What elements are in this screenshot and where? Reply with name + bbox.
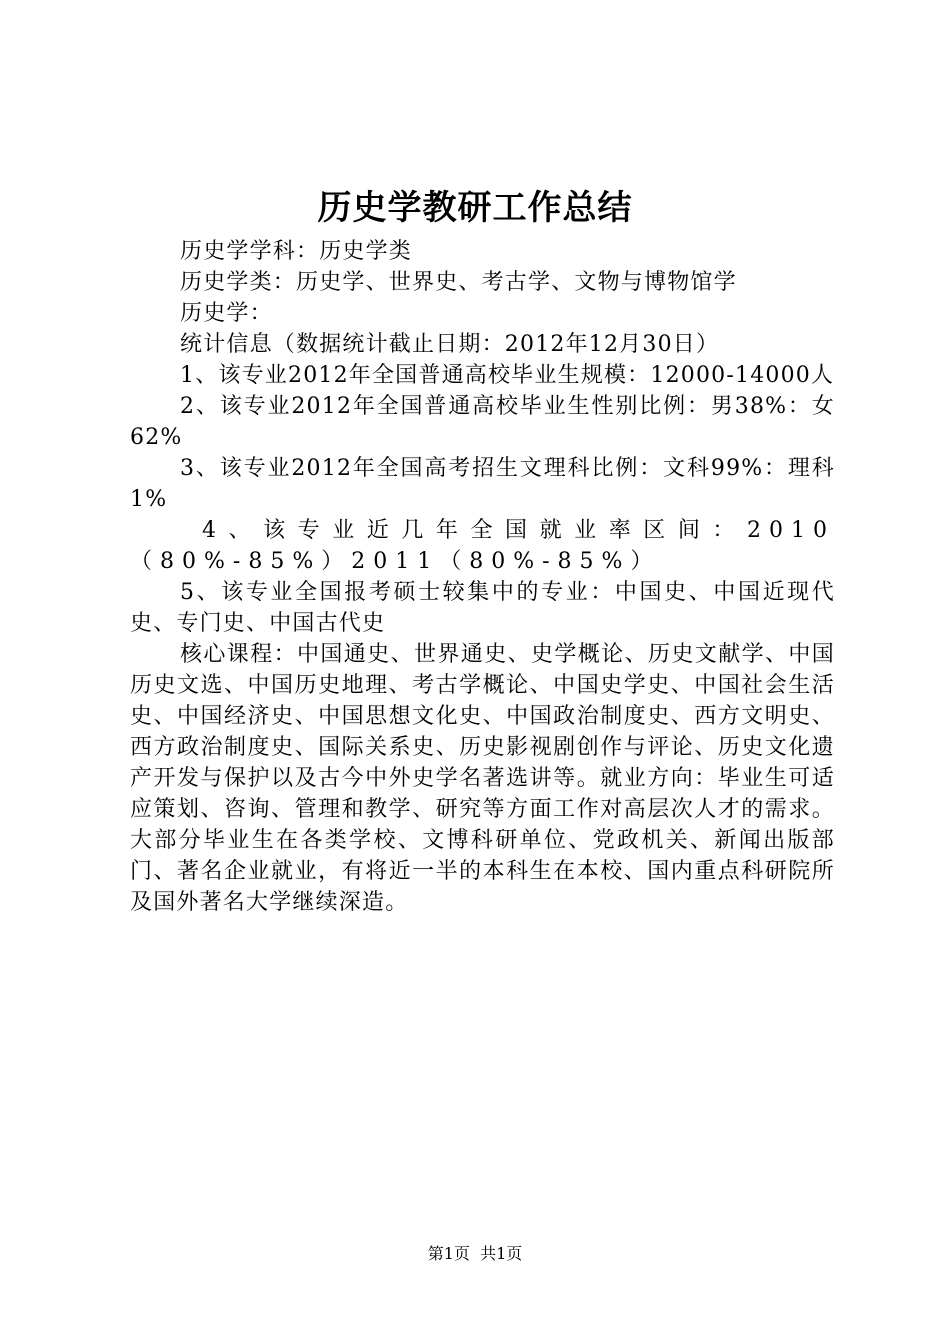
document-body [130,236,835,918]
paragraph-core-courses: 核心课程：中国通史、世界通史、史学概论、历史文献学、中国历史文选、中国历史地理、考古学概论、中国史学史、中国社会生活史、中国经济史、中国思想文化史、中国政治制度史、西方文明史、西方政治制度史、国际关系史、历史影视剧创作与评论、历史文化遗产开发与保护以及古今中外史学名著选讲等。就业方向：毕业生可适应策划、咨询、管理和教学、研究等方面工作对高层次人才的需求。大部分毕业生在各类学校、文博科研单位、党政机关、新闻出版部门、著名企业就业，有将近一半的本科生在本校、国内重点科研院所及国外著名大学继续深造。 [130,642,835,915]
paragraph-arts-science-ratio: 3、该专业2012年全国高考招生文理科比例：文科99%：理科1% [130,456,835,512]
paragraph-category: 历史学类：历史学、世界史、考古学、文物与博物馆学 [180,270,737,295]
paragraph-subject: 历史学学科：历史学类 [180,239,413,264]
paragraph-graduate-scale: 1、该专业2012年全国普通高校毕业生规模：12000-14000人 [180,363,835,388]
paragraph-gender-ratio: 2、该专业2012年全国普通高校毕业生性别比例：男38%：女62% [130,394,835,450]
page-footer: 第1页 共1页 [427,1244,523,1263]
paragraph-stats-heading: 统计信息（数据统计截止日期：2012年12月30日） [180,332,720,357]
document-title: 历史学教研工作总结 [317,188,633,228]
paragraph-major: 历史学： [180,301,273,326]
paragraph-employment-rate: 4、该专业近几年全国就业率区间：2010（80%-85%）2011（80%-85%） [130,518,835,574]
paragraph-master-majors: 5、该专业全国报考硕士较集中的专业：中国史、中国近现代史、专门史、中国古代史 [130,580,835,636]
